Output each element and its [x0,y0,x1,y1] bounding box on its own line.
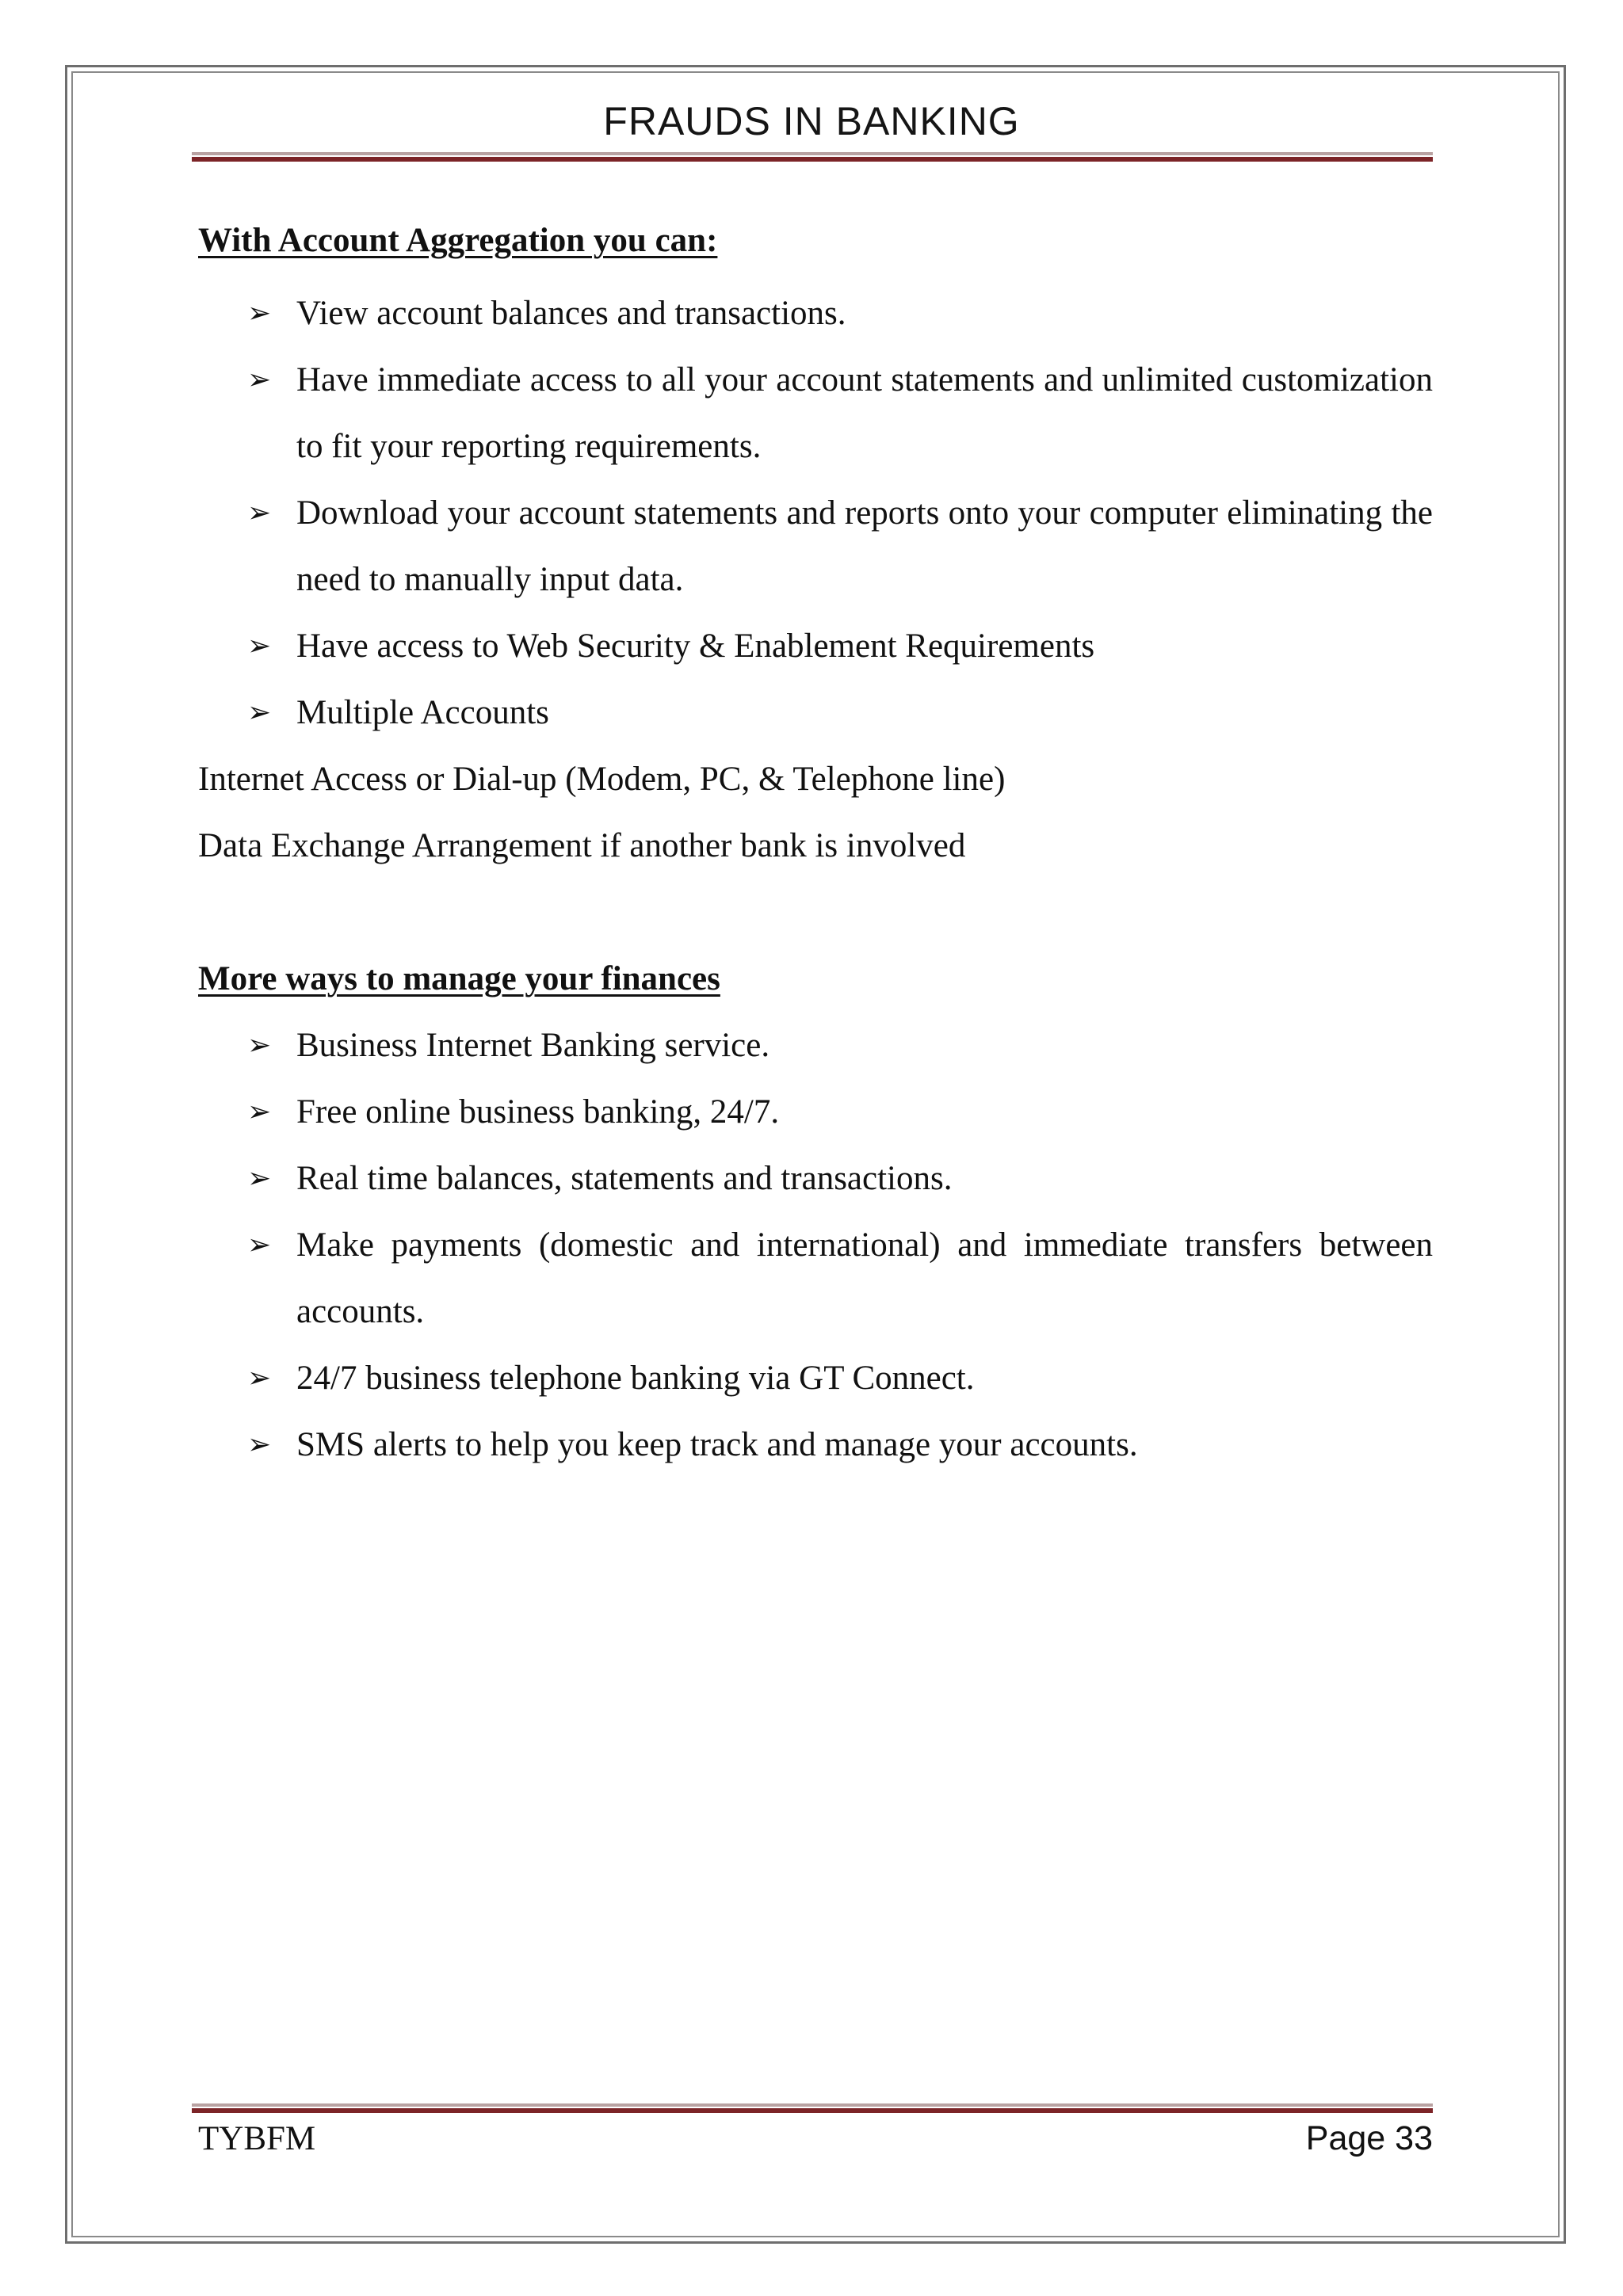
section-heading-manage-finances: More ways to manage your finances [198,960,720,997]
account-aggregation-list [198,280,1433,746]
footer-page-number: Page 33 [1305,2119,1433,2157]
arrowhead-bullet-icon: ➢ [247,1229,272,1261]
arrowhead-bullet-icon: ➢ [247,630,272,662]
header-rule [192,152,1433,162]
arrowhead-bullet-icon: ➢ [247,1029,272,1062]
footer-course-label: TYBFM [198,2120,316,2157]
list-item: ➢ Real time balances, statements and transactions. [198,1146,1433,1212]
arrowhead-bullet-icon: ➢ [247,1428,272,1461]
list-item: ➢ Multiple Accounts [198,680,1433,746]
manage-finances-list [198,1013,1433,1478]
list-item: ➢ Free online business banking, 24/7. [198,1079,1433,1146]
list-item: ➢ Have immediate access to all your account statements and unlimited customization to fit your reporting requirements. [198,347,1433,480]
list-item: ➢ View account balances and transactions. [198,280,1433,347]
section-heading-account-aggregation: With Account Aggregation you can: [198,222,718,259]
arrowhead-bullet-icon: ➢ [247,1362,272,1394]
list-item: ➢ Business Internet Banking service. [198,1013,1433,1079]
list-item: ➢ Have access to Web Security & Enablement Requirements [198,613,1433,680]
list-item: ➢ 24/7 business telephone banking via GT Connect. [198,1345,1433,1412]
page-content [198,208,1433,1478]
body-line-data-exchange: Data Exchange Arrangement if another bank is involved [198,827,966,864]
list-item: ➢ Make payments (domestic and international) and immediate transfers between accounts. [198,1212,1433,1345]
list-item: ➢ Download your account statements and reports onto your computer eliminating the need to manually input data. [198,480,1433,613]
arrowhead-bullet-icon: ➢ [247,497,272,529]
footer-rule [192,2103,1433,2113]
body-line-internet-access: Internet Access or Dial-up (Modem, PC, & Telephone line) [198,761,1006,798]
arrowhead-bullet-icon: ➢ [247,1162,272,1195]
list-item: ➢ SMS alerts to help you keep track and manage your accounts. [198,1412,1433,1478]
arrowhead-bullet-icon: ➢ [247,696,272,729]
arrowhead-bullet-icon: ➢ [247,1096,272,1128]
arrowhead-bullet-icon: ➢ [247,297,272,330]
paragraph-spacer [198,879,1433,946]
arrowhead-bullet-icon: ➢ [247,364,272,396]
header-title: FRAUDS IN BANKING [603,99,1020,143]
